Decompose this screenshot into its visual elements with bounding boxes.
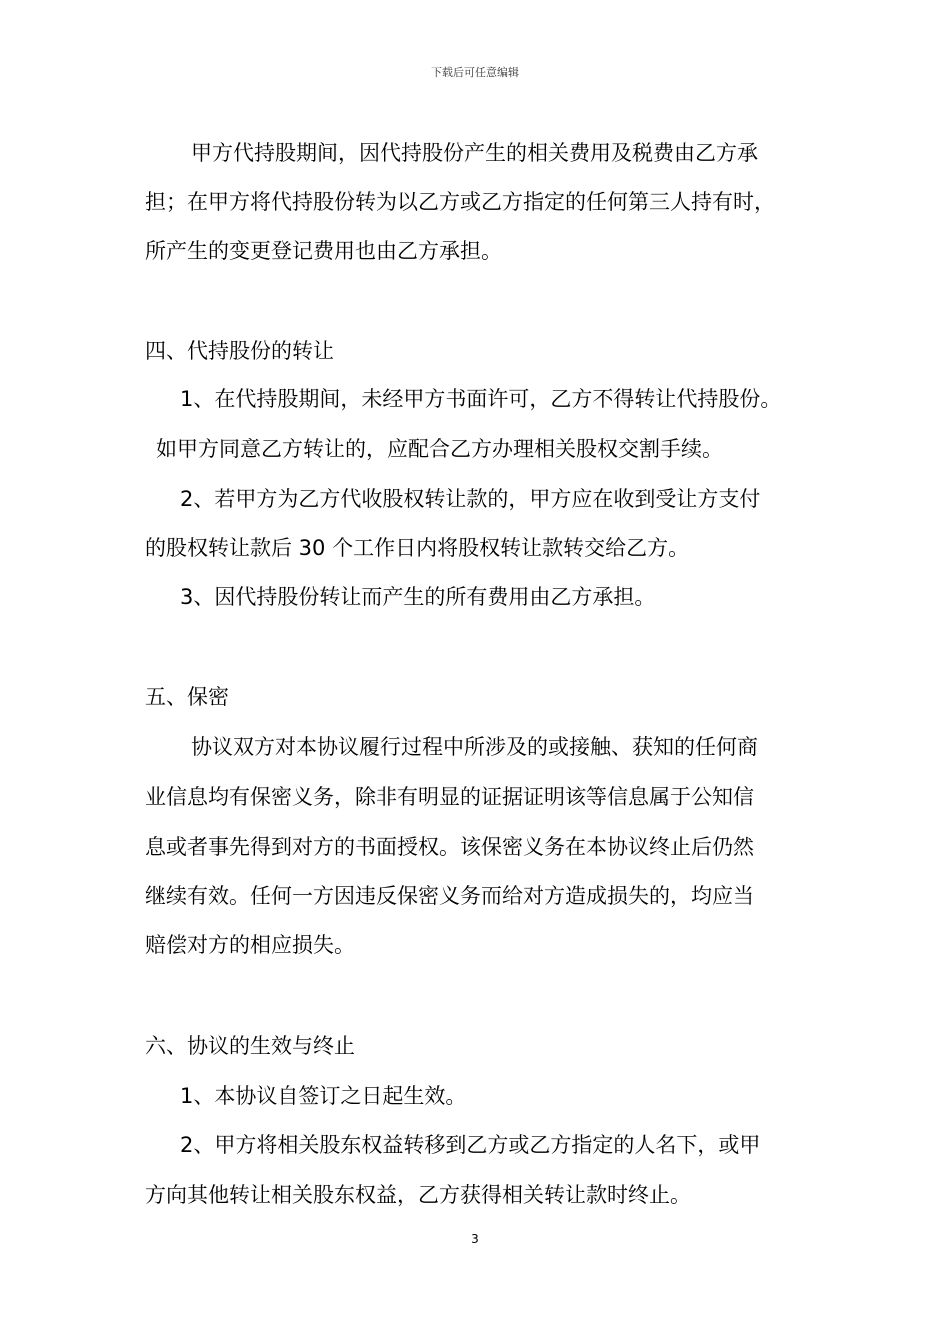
- paragraph-line: 的股权转让款后 30 个工作日内将股权转让款转交给乙方。: [145, 536, 690, 560]
- paragraph-line: 2、若甲方为乙方代收股权转让款的，甲方应在收到受让方支付: [180, 487, 761, 511]
- paragraph-line: 担；在甲方将代持股份转为以乙方或乙方指定的任何第三人持有时，: [145, 190, 775, 214]
- paragraph-line: 所产生的变更登记费用也由乙方承担。: [145, 239, 502, 263]
- paragraph-line: 继续有效。任何一方因违反保密义务而给对方造成损失的，均应当: [145, 884, 754, 908]
- page-number: 3: [471, 1232, 479, 1246]
- paragraph-line: 2、甲方将相关股东权益转移到乙方或乙方指定的人名下，或甲: [180, 1133, 761, 1157]
- paragraph-line: 息或者事先得到对方的书面授权。该保密义务在本协议终止后仍然: [145, 835, 754, 859]
- paragraph-line: 赔偿对方的相应损失。: [145, 933, 355, 957]
- paragraph-line: 1、本协议自签订之日起生效。: [180, 1084, 467, 1108]
- paragraph-line: 1、在代持股期间，未经甲方书面许可，乙方不得转让代持股份。: [180, 387, 782, 411]
- paragraph-line: 协议双方对本协议履行过程中所涉及的或接触、获知的任何商: [191, 735, 758, 759]
- page-header: 下载后可任意编辑: [431, 66, 519, 79]
- section-heading: 五、保密: [145, 685, 229, 709]
- paragraph-line: 甲方代持股期间，因代持股份产生的相关费用及税费由乙方承: [191, 141, 758, 165]
- paragraph-line: 如甲方同意乙方转让的，应配合乙方办理相关股权交割手续。: [156, 437, 723, 461]
- section-heading: 六、协议的生效与终止: [145, 1034, 355, 1058]
- section-heading: 四、代持股份的转让: [145, 339, 334, 363]
- paragraph-line: 业信息均有保密义务，除非有明显的证据证明该等信息属于公知信: [145, 785, 754, 809]
- paragraph-line: 方向其他转让相关股东权益，乙方获得相关转让款时终止。: [145, 1183, 691, 1207]
- paragraph-line: 3、因代持股份转让而产生的所有费用由乙方承担。: [180, 585, 656, 609]
